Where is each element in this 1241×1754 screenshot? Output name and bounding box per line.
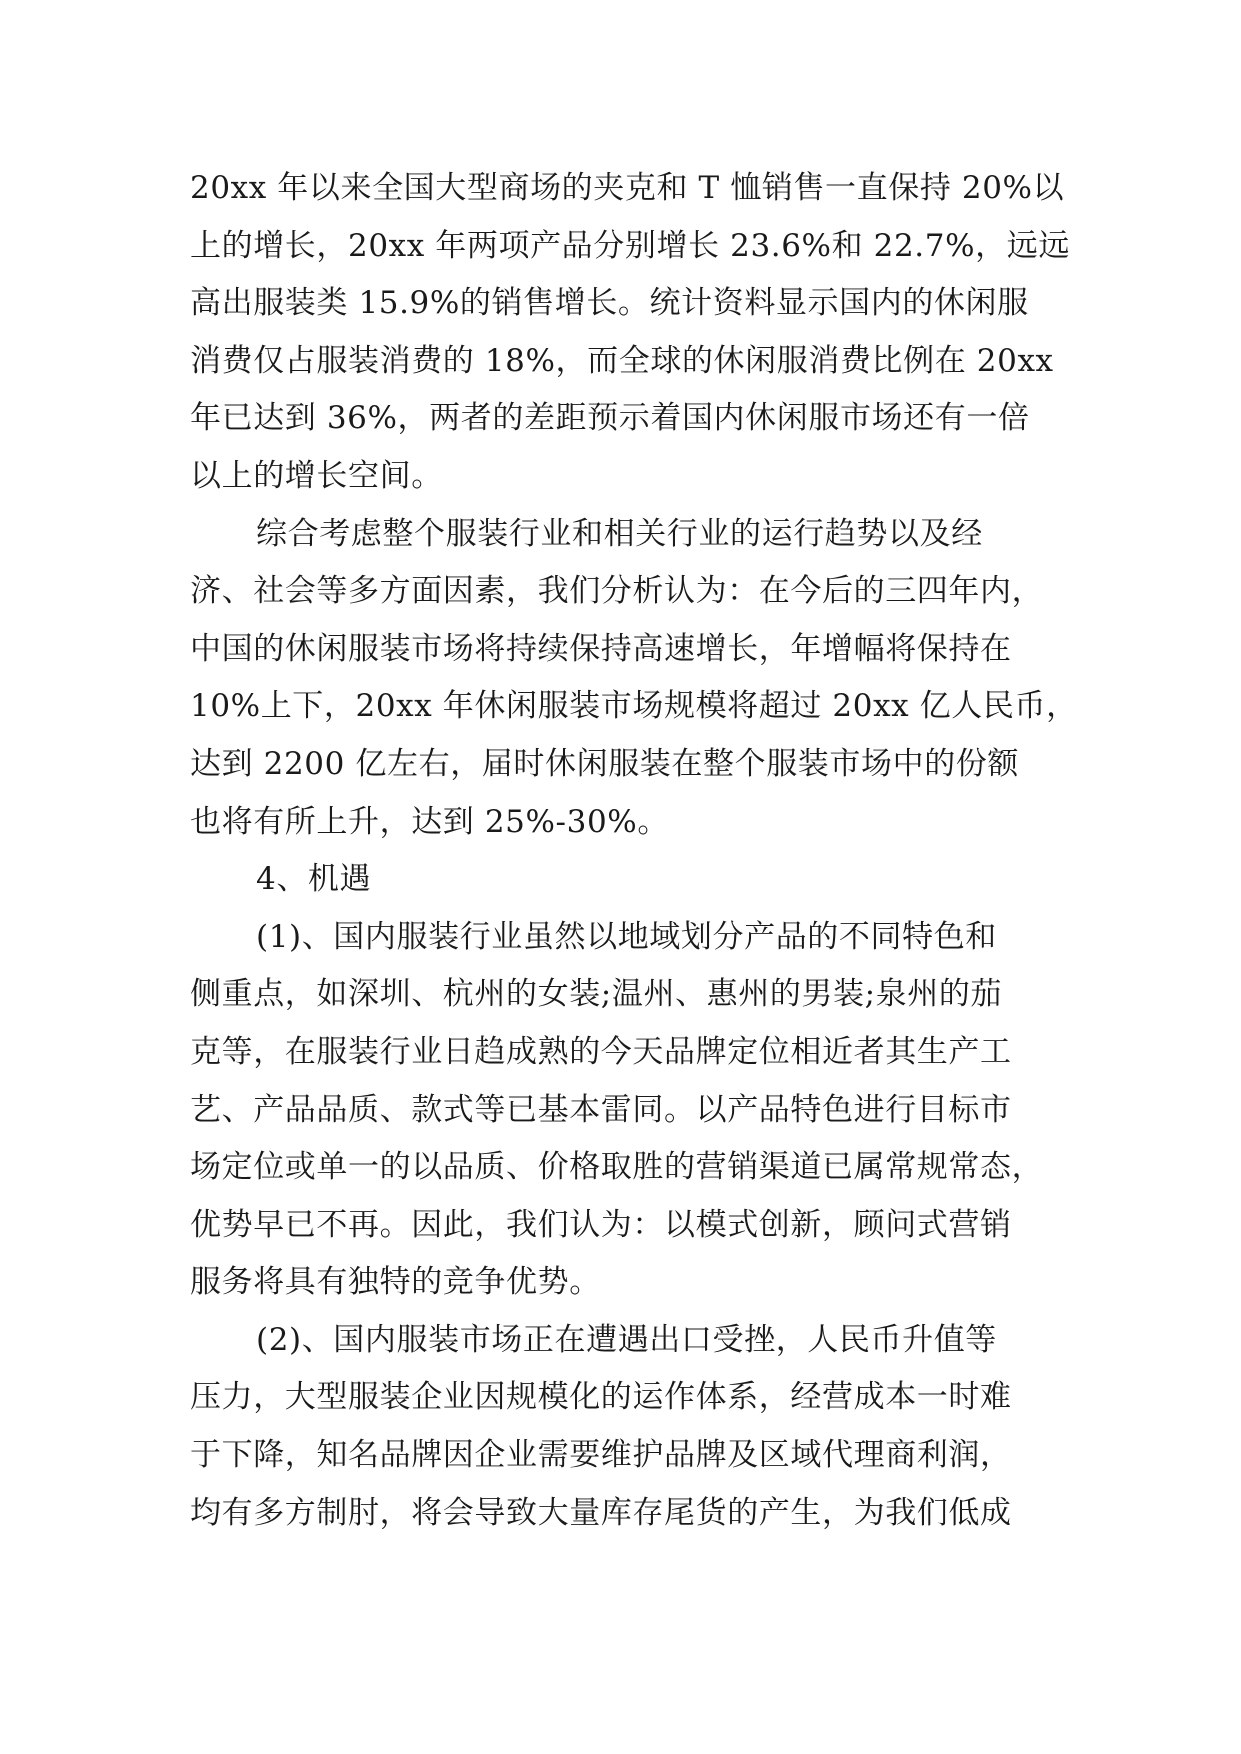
text-line: 中国的休闲服装市场将持续保持高速增长，年增幅将保持在 <box>190 630 1012 667</box>
text-line: 上的增长，20xx 年两项产品分别增长 23.6%和 22.7%，远远 <box>190 227 1070 264</box>
text-line: 艺、产品品质、款式等已基本雷同。以产品特色进行目标市 <box>190 1091 1012 1128</box>
text-line: 以上的增长空间。 <box>190 457 443 494</box>
text-line: 年已达到 36%，两者的差距预示着国内休闲服市场还有一倍 <box>190 400 1030 437</box>
text-line: (2)、国内服装市场正在遭遇出口受挫，人民币升值等 <box>256 1321 997 1358</box>
text-line: 优势早已不再。因此，我们认为：以模式创新，顾问式营销 <box>190 1206 1012 1243</box>
text-line: 20xx 年以来全国大型商场的夹克和 T 恤销售一直保持 20%以 <box>190 170 1065 206</box>
text-line: 济、社会等多方面因素，我们分析认为：在今后的三四年内， <box>190 573 1044 610</box>
text-line: 场定位或单一的以品质、价格取胜的营销渠道已属常规常态， <box>190 1149 1044 1186</box>
text-line: 于下降，知名品牌因企业需要维护品牌及区域代理商利润， <box>190 1437 1012 1474</box>
text-line: 也将有所上升，达到 25%-30%。 <box>190 803 669 840</box>
text-line: 克等，在服装行业日趋成熟的今天品牌定位相近者其生产工 <box>190 1033 1012 1070</box>
section-heading-opportunity <box>190 851 1070 909</box>
text-line: 10%上下，20xx 年休闲服装市场规模将超过 20xx 亿人民币， <box>190 688 1078 725</box>
text-line: 综合考虑整个服装行业和相关行业的运行趋势以及经 <box>256 515 983 552</box>
text-line: 压力，大型服装企业因规模化的运作体系，经营成本一时难 <box>190 1379 1012 1416</box>
text-line: 均有多方制肘，将会导致大量库存尾货的产生，为我们低成 <box>190 1494 1012 1531</box>
document-body <box>190 160 1078 1542</box>
section-heading: 4、机遇 <box>256 861 372 898</box>
paragraph-opportunity-2 <box>190 1312 1070 1542</box>
paragraph-market-growth <box>190 160 1070 506</box>
paragraph-market-forecast <box>190 506 1078 852</box>
paragraph-opportunity-1 <box>190 909 1070 1312</box>
text-line: (1)、国内服装行业虽然以地域划分产品的不同特色和 <box>256 918 997 955</box>
text-line: 服务将具有独特的竞争优势。 <box>190 1264 601 1301</box>
text-line: 侧重点，如深圳、杭州的女装;温州、惠州的男装;泉州的茄 <box>190 976 1003 1013</box>
text-line: 高出服装类 15.9%的销售增长。统计资料显示国内的休闲服 <box>190 285 1029 322</box>
text-line: 消费仅占服装消费的 18%，而全球的休闲服消费比例在 20xx <box>190 342 1054 379</box>
text-line: 达到 2200 亿左右，届时休闲服装在整个服装市场中的份额 <box>190 745 1019 782</box>
